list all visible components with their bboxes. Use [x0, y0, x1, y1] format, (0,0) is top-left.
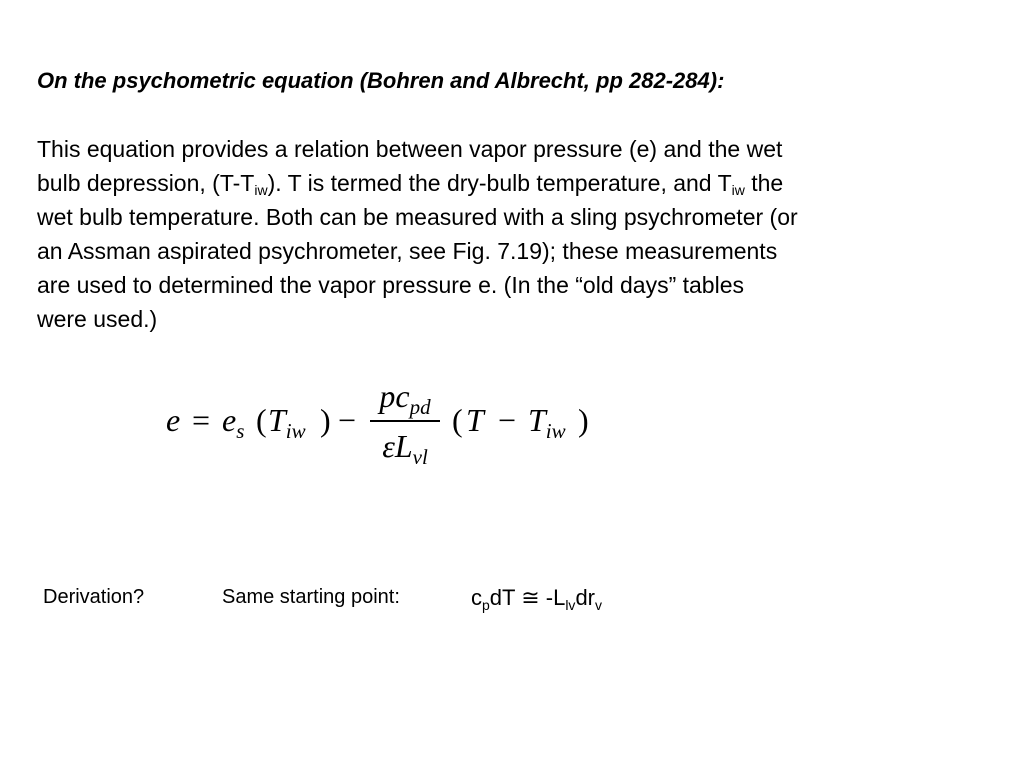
paragraph-line-4: an Assman aspirated psychrometer, see Fig. 7.19); these measurements [37, 238, 778, 264]
eq-es-base: e [222, 402, 237, 438]
eq-numerator [370, 378, 440, 419]
eq-numerator-sub: pd [409, 395, 431, 419]
formula-L-sub: lv [565, 597, 576, 613]
eq-es [222, 402, 245, 443]
eq-lparen-2: ( [452, 402, 463, 438]
eq-denominator-epsilon: ε [382, 428, 395, 464]
paragraph-line-1: This equation provides a relation between vapor pressure (e) and the wet [37, 136, 783, 162]
formula-dT: dT [489, 585, 522, 610]
formula-dr: dr [575, 585, 595, 610]
eq-denominator [370, 428, 440, 469]
formula-approx: ≅ [521, 585, 540, 610]
eq-denominator-sub: vl [412, 445, 428, 469]
paragraph-line-2-part-a: bulb depression, (T-T [37, 170, 255, 196]
eq-t-iw-2-base: T [528, 402, 546, 438]
eq-t-iw-2 [528, 402, 566, 443]
slide-title: On the psychometric equation (Bohren and Albrecht, pp 282-284): [37, 68, 725, 93]
eq-lparen-1: ( [256, 402, 267, 438]
eq-equals: = [192, 402, 211, 438]
eq-numerator-base: pc [379, 378, 410, 414]
paragraph-line-6: were used.) [37, 306, 158, 332]
formula-c-sub: p [482, 597, 490, 613]
eq-denominator-base: L [394, 428, 413, 464]
eq-rparen-1: ) [320, 402, 331, 438]
eq-fraction [370, 378, 440, 468]
eq-minus-1: − [338, 402, 357, 438]
eq-rparen-2: ) [578, 402, 589, 438]
formula-r-sub: v [595, 597, 602, 613]
eq-t-iw-2-sub: iw [545, 419, 566, 443]
paragraph-line-5: are used to determined the vapor pressure e. (In the “old days” tables [37, 272, 745, 298]
starting-formula [471, 585, 602, 611]
eq-t-dry: T [466, 402, 484, 438]
eq-lhs-e: e [166, 402, 181, 438]
eq-es-sub: s [236, 419, 245, 443]
eq-t-iw-1 [268, 402, 306, 443]
starting-point-label: Same starting point: [222, 586, 400, 608]
derivation-label: Derivation? [43, 586, 145, 608]
subscript-iw-2: iw [731, 182, 745, 198]
paragraph-line-2 [37, 166, 987, 200]
eq-t-iw-1-base: T [268, 402, 286, 438]
eq-t-iw-1-sub: iw [285, 419, 306, 443]
eq-minus-2: − [498, 402, 517, 438]
paragraph-line-2-part-c: the [744, 170, 784, 196]
formula-c: c [471, 585, 482, 610]
body-paragraph [37, 132, 987, 336]
formula-neg-L: -L [539, 585, 566, 610]
subscript-iw: iw [254, 182, 268, 198]
paragraph-line-2-part-b: ). T is termed the dry-bulb temperature, and T [267, 170, 732, 196]
paragraph-line-3: wet bulb temperature. Both can be measured with a sling psychrometer (or [37, 204, 798, 230]
eq-fraction-bar [370, 420, 440, 422]
